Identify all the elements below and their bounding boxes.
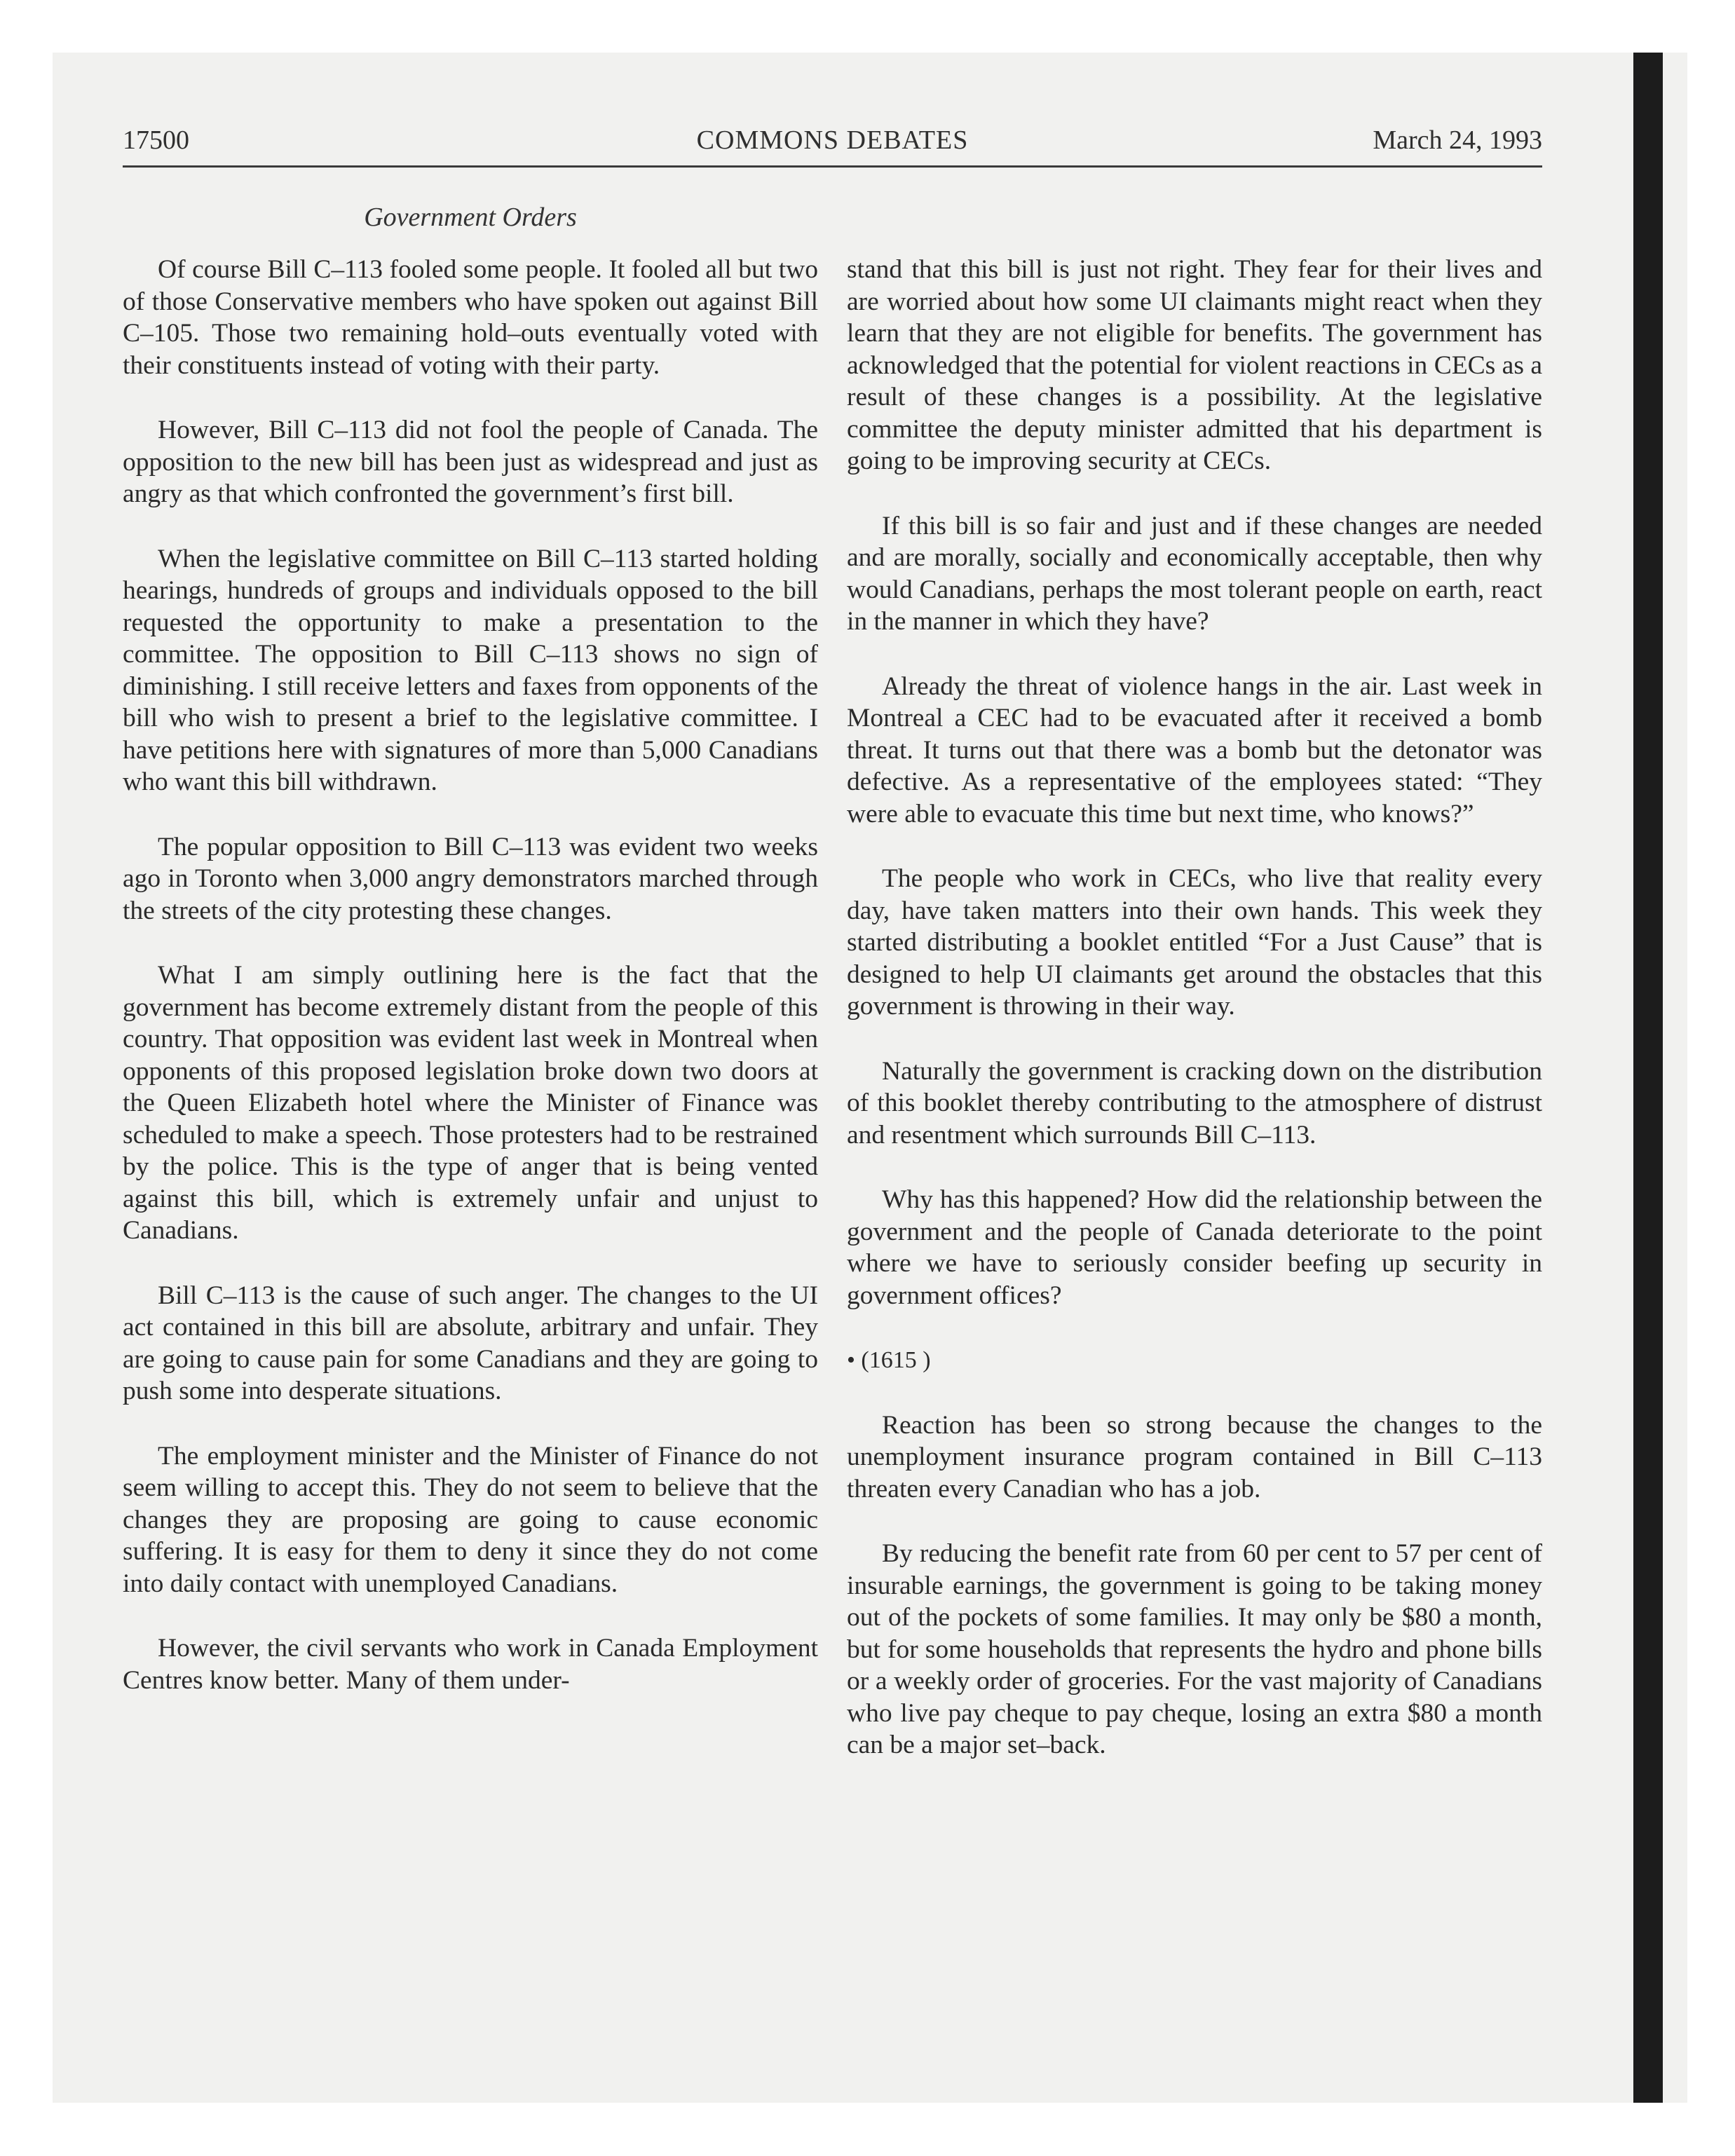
paragraph: Bill C–113 is the cause of such anger. The changes to the UI act contained in this bill are absolute, arbitrary and unfair. They are going to cause pain for some Canadians and they are going to push some into desperate situations.: [123, 1281, 818, 1405]
paragraph: However, the civil servants who work in Canada Employment Centres know better. Many of them under-: [123, 1634, 818, 1695]
time-marker: • (1615 ): [847, 1347, 931, 1373]
paragraph: Naturally the government is cracking down on the distribution of this booklet thereby contributing to the atmosphere of distrust and resentment which surrounds Bill C–113.: [847, 1056, 1542, 1149]
paragraph: When the legislative committee on Bill C–113 started holding hearings, hundreds of groups and individuals opposed to the bill requested the opportunity to make a presentation to the committee. The opposition to Bill C–113 shows no sign of diminishing. I still receive letters and faxes from opponents of the bill who wish to present a brief to the legislative committee. I have petitions here with signatures of more than 5,000 Canadians who want this bill withdrawn.: [123, 544, 818, 796]
right-column: [847, 254, 1542, 1794]
paragraph: Reaction has been so strong because the changes to the unemployment insurance program contained in Bill C–113 threaten every Canadian who has a job.: [847, 1410, 1542, 1503]
section-title: Government Orders: [364, 203, 577, 232]
scan-edge-shadow: [1633, 53, 1663, 2103]
paragraph: stand that this bill is just not right. They fear for their lives and are worried about how some UI claimants might react when they learn that they are not eligible for benefits. The government has acknowledged that the potential for violent reactions in CECs as a result of these changes is a possibility. At the legislative committee the deputy minister admitted that his department is going to be improving security at CECs.: [847, 255, 1542, 475]
publication-title: COMMONS DEBATES: [696, 125, 969, 155]
left-column: [123, 254, 818, 1729]
paragraph: Of course Bill C–113 fooled some people. It fooled all but two of those Conservative members who have spoken out against Bill C–105. Those two remaining hold–outs eventually voted with their constituents instead of voting with their party.: [123, 255, 818, 380]
page-number: 17500: [123, 125, 189, 155]
paragraph: The popular opposition to Bill C–113 was evident two weeks ago in Toronto when 3,000 angry demonstrators marched through the streets of the city protesting these changes.: [123, 832, 818, 925]
paragraph: If this bill is so fair and just and if these changes are needed and are morally, socially and economically acceptable, then why would Canadians, perhaps the most tolerant people on earth, react in the manner in which they have?: [847, 511, 1542, 636]
header-rule: [123, 165, 1542, 168]
paragraph: The people who work in CECs, who live that reality every day, have taken matters into their own hands. This week they started distributing a booklet entitled “For a Just Cause” that is designed to help UI claimants get around the obstacles that this government is throwing in their way.: [847, 864, 1542, 1021]
page-header: [123, 125, 1542, 164]
publication-date: March 24, 1993: [1373, 125, 1542, 155]
paragraph: However, Bill C–113 did not fool the people of Canada. The opposition to the new bill has been just as widespread and just as angry as that which confronted the government’s first bill.: [123, 416, 818, 508]
paragraph: By reducing the benefit rate from 60 per cent to 57 per cent of insurable earnings, the government is going to be taking money out of the pockets of some families. It may only be $80 a month, but for some households that represents the hydro and phone bills or a weekly order of groceries. For the vast majority of Canadians who live pay cheque to pay cheque, losing an extra $80 a month can be a major set–back.: [847, 1539, 1542, 1759]
paragraph: Already the threat of violence hangs in the air. Last week in Montreal a CEC had to be evacuated after it received a bomb threat. It turns out that there was a bomb but the detonator was defective. As a representative of the employees stated: “They were able to evacuate this time but next time, who knows?”: [847, 671, 1542, 828]
paragraph: The employment minister and the Minister of Finance do not seem willing to accept this. They do not seem to believe that the changes they are proposing are going to cause economic suffering. It is easy for them to deny it since they do not come into daily contact with unemployed Canadians.: [123, 1441, 818, 1598]
paragraph: Why has this happened? How did the relationship between the government and the people of Canada deteriorate to the point where we have to seriously consider beefing up security in government offices?: [847, 1185, 1542, 1310]
paragraph: What I am simply outlining here is the fact that the government has become extremely distant from the people of this country. That opposition was evident last week in Montreal when opponents of this proposed legislation broke down two doors at the Queen Elizabeth hotel where the Minister of Finance was scheduled to make a speech. Those protesters had to be restrained by the police. This is the type of anger that is being vented against this bill, which is extremely unfair and unjust to Canadians.: [123, 961, 818, 1245]
